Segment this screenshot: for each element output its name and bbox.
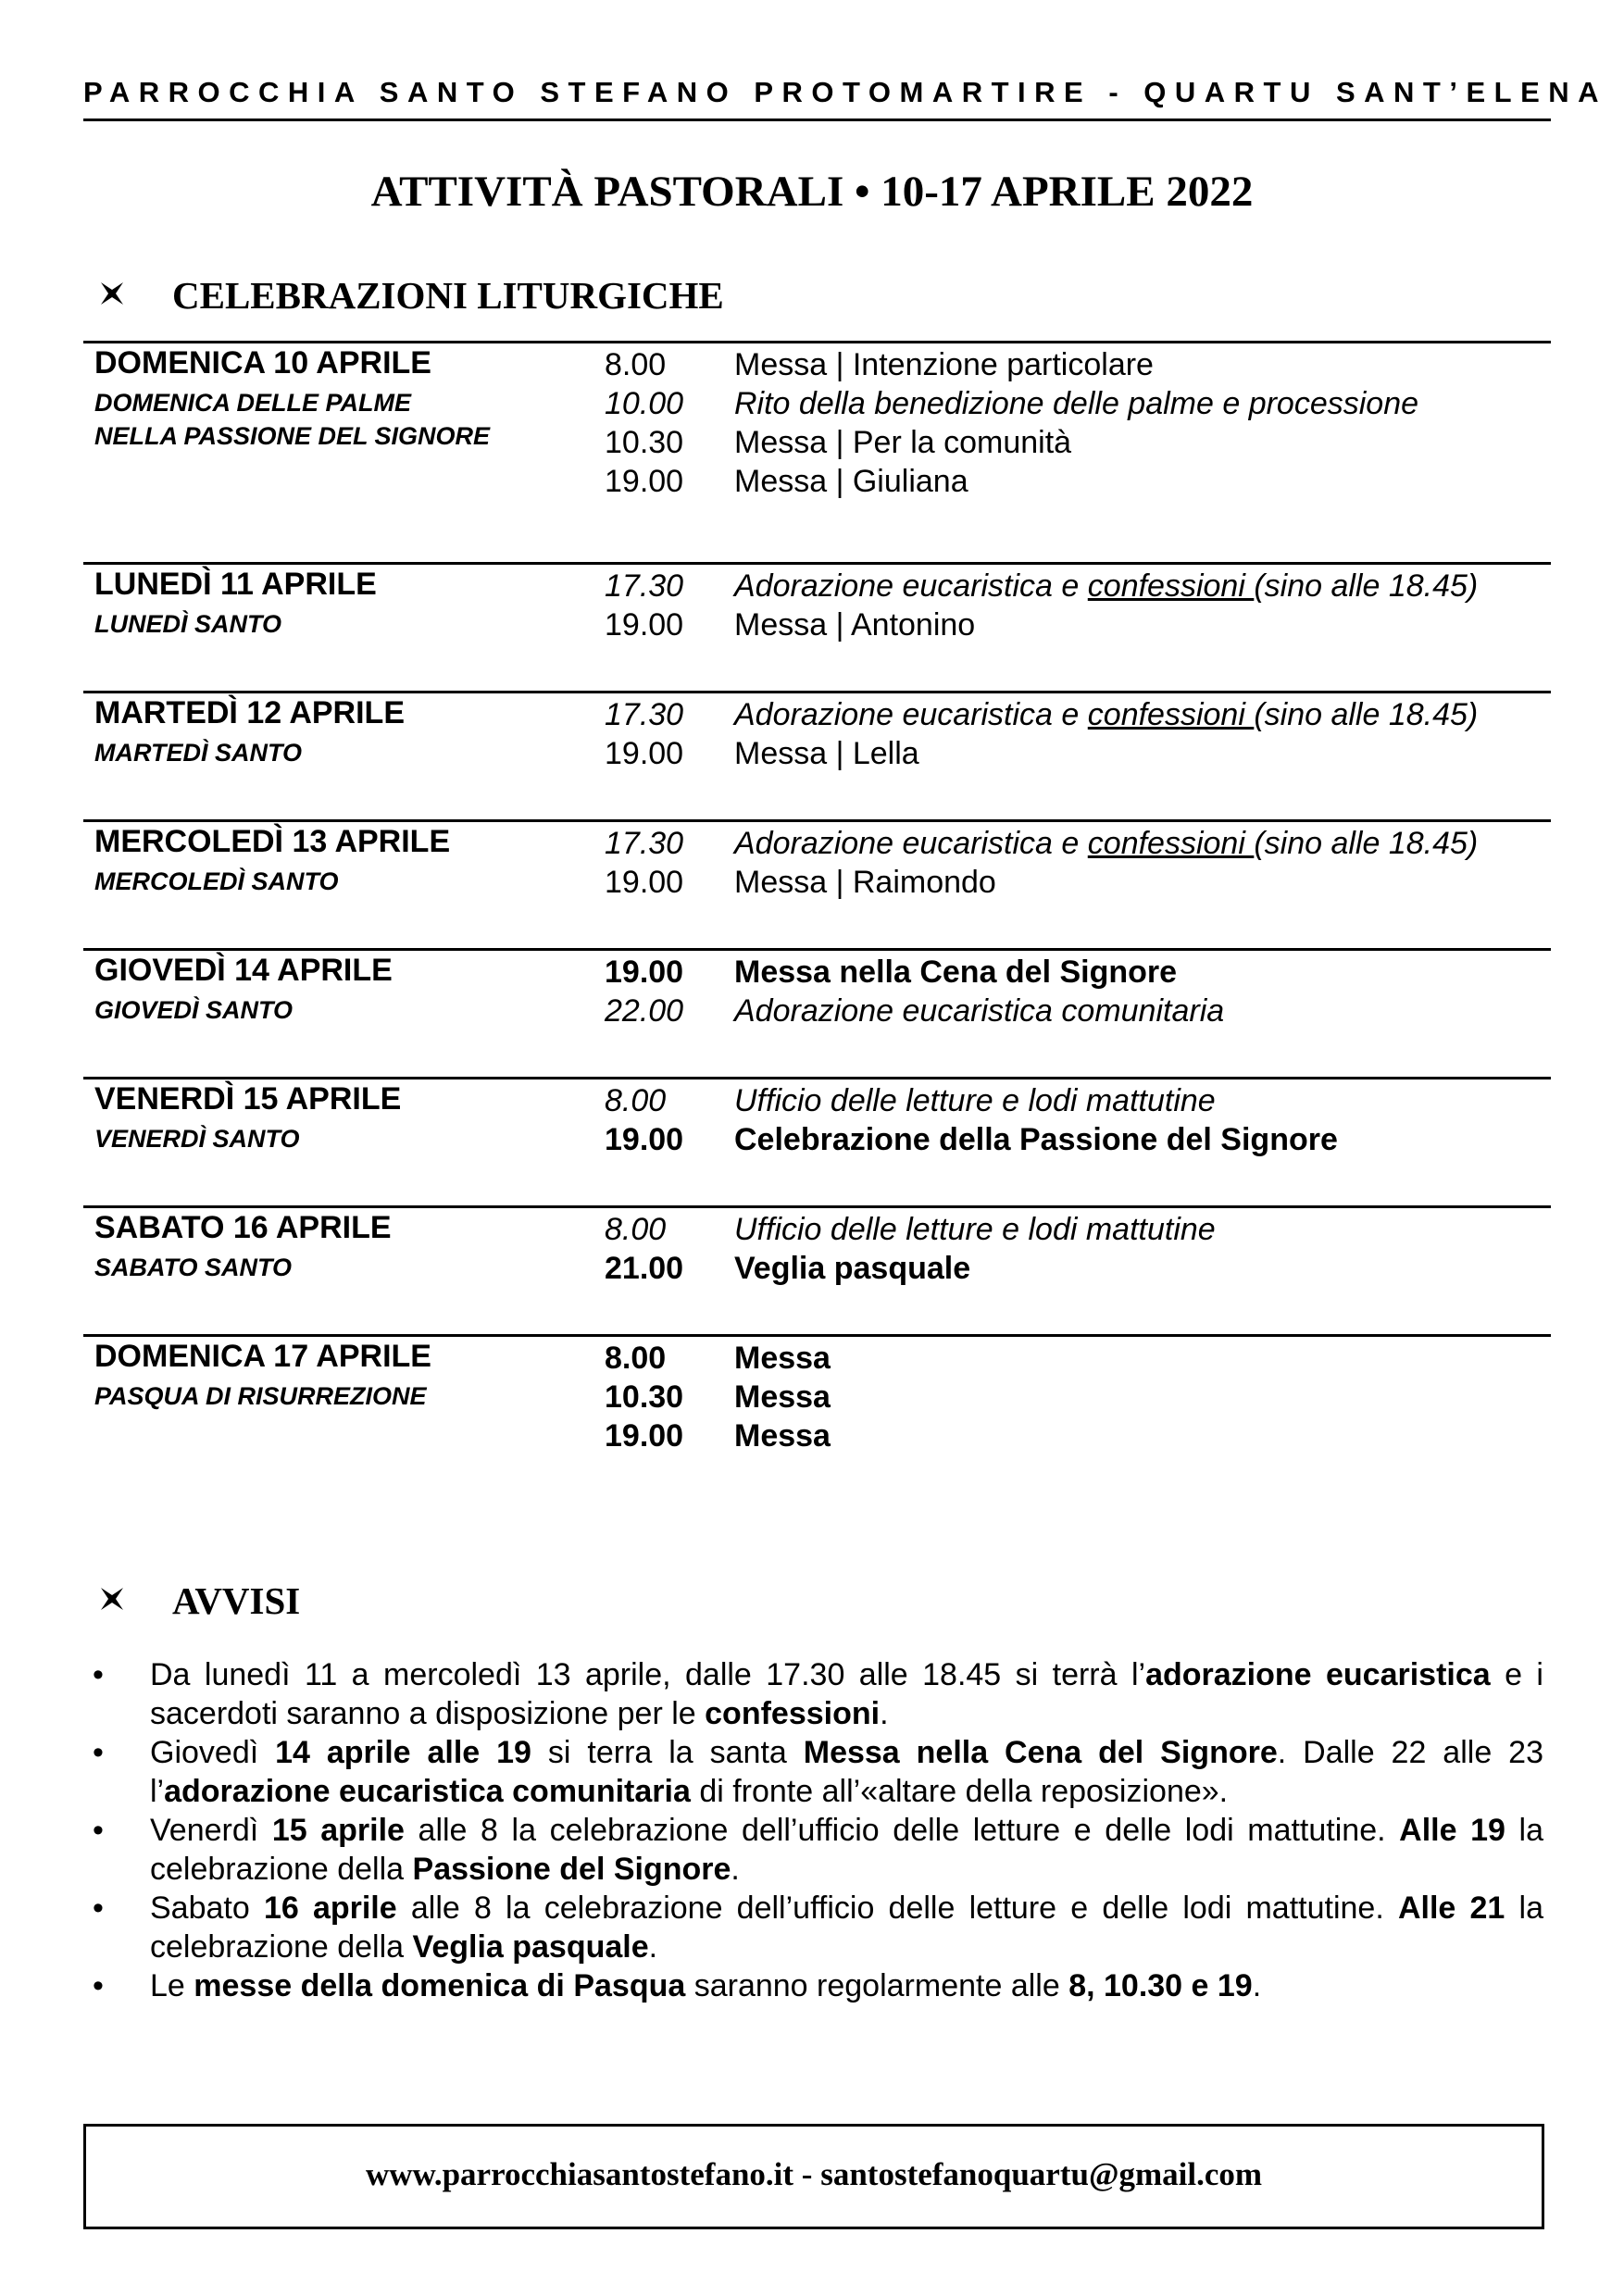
event-description-part: (sino alle 18.45) bbox=[1254, 697, 1479, 732]
event-description: Adorazione eucaristica comunitaria bbox=[734, 993, 1225, 1029]
notice-text: Giovedì bbox=[150, 1735, 276, 1770]
event-description: Messa | Per la comunità bbox=[734, 425, 1072, 460]
notice-emphasis: Messa nella Cena del Signore bbox=[803, 1735, 1278, 1770]
notice-text: Da lunedì 11 a mercoledì 13 aprile, dalle 17.30 alle 18.45 si terrà l’ bbox=[150, 1657, 1146, 1692]
notice-emphasis: confessioni bbox=[705, 1696, 881, 1731]
liturgical-day bbox=[94, 1122, 300, 1155]
notice-text: di fronte all’«altare della reposizione». bbox=[690, 1774, 1229, 1809]
section-heading-celebrazioni bbox=[100, 273, 724, 318]
notice-emphasis: Alle 21 bbox=[1397, 1890, 1505, 1926]
liturgical-day-line: NELLA PASSIONE DEL SIGNORE bbox=[94, 422, 491, 450]
day-name: VENERDÌ 15 APRILE bbox=[94, 1081, 402, 1117]
event-description bbox=[734, 695, 1478, 734]
notice-text: . bbox=[731, 1852, 740, 1887]
notice-text: e i sacerdoti saranno a disposizione per le bbox=[150, 1657, 1543, 1731]
notice-text: . bbox=[1252, 1968, 1262, 2003]
notice-item bbox=[93, 1966, 1543, 2005]
event-description-part: Adorazione eucaristica e bbox=[734, 568, 1088, 604]
event-description: Veglia pasquale bbox=[734, 1251, 971, 1286]
event-time: 17.30 bbox=[605, 568, 684, 604]
day-name: MERCOLEDÌ 13 APRILE bbox=[94, 824, 451, 859]
event-time: 17.30 bbox=[605, 697, 684, 732]
notice-item bbox=[93, 1655, 1543, 1733]
notice-text: alle 8 la celebrazione dell’ufficio delle letture e delle lodi mattutine. bbox=[404, 1813, 1400, 1848]
notices-list bbox=[93, 1655, 1543, 2005]
event-time: 19.00 bbox=[605, 1122, 684, 1157]
day-name: GIOVEDÌ 14 APRILE bbox=[94, 953, 393, 988]
notice-emphasis: 14 aprile alle 19 bbox=[275, 1735, 531, 1770]
liturgical-day bbox=[94, 607, 281, 641]
day-block bbox=[83, 341, 1551, 562]
section-heading-avvisi bbox=[100, 1578, 300, 1623]
event-time: 10.30 bbox=[605, 425, 684, 460]
day-block bbox=[83, 1334, 1551, 1485]
day-name: DOMENICA 10 APRILE bbox=[94, 345, 431, 381]
notice-emphasis: 15 aprile bbox=[271, 1813, 405, 1848]
event-description: Messa | Raimondo bbox=[734, 865, 996, 900]
event-description: Ufficio delle letture e lodi mattutine bbox=[734, 1212, 1216, 1247]
event-time: 19.00 bbox=[605, 1418, 684, 1454]
event-time: 8.00 bbox=[605, 1341, 667, 1376]
page-title: ATTIVITÀ PASTORALI • 10-17 APRILE 2022 bbox=[370, 168, 1254, 216]
event-description-underlined: confessioni bbox=[1087, 568, 1255, 604]
liturgical-day bbox=[94, 865, 339, 898]
liturgical-day bbox=[94, 1251, 292, 1284]
event-time: 10.30 bbox=[605, 1379, 684, 1415]
day-block bbox=[83, 562, 1551, 691]
liturgical-day bbox=[94, 1379, 427, 1413]
event-description-underlined: confessioni bbox=[1087, 697, 1255, 732]
liturgical-day bbox=[94, 993, 293, 1027]
liturgical-day-line: DOMENICA DELLE PALME bbox=[94, 389, 411, 417]
notice-item bbox=[93, 1889, 1543, 1966]
section-label: AVVISI bbox=[172, 1579, 301, 1622]
notice-emphasis: adorazione eucaristica bbox=[1145, 1657, 1491, 1692]
footer-box bbox=[83, 2124, 1544, 2229]
event-description-underlined: confessioni bbox=[1087, 826, 1255, 861]
event-description: Messa bbox=[734, 1418, 831, 1454]
event-time: 8.00 bbox=[605, 1212, 667, 1247]
liturgical-day-line: MERCOLEDÌ SANTO bbox=[94, 867, 339, 895]
event-description: Celebrazione della Passione del Signore bbox=[734, 1122, 1338, 1157]
bullet-icon: • bbox=[93, 1968, 104, 2003]
notice-item bbox=[93, 1811, 1543, 1889]
notice-emphasis: 16 aprile bbox=[263, 1890, 397, 1926]
bullet-icon: • bbox=[93, 1735, 104, 1770]
notice-text: . bbox=[648, 1929, 658, 1965]
event-description: Rito della benedizione delle palme e processione bbox=[734, 386, 1419, 421]
event-time: 17.30 bbox=[605, 826, 684, 861]
day-block bbox=[83, 948, 1551, 1077]
star-icon bbox=[100, 281, 172, 313]
event-description: Messa nella Cena del Signore bbox=[734, 955, 1178, 990]
liturgical-day-line: SABATO SANTO bbox=[94, 1254, 293, 1281]
liturgical-day-line: GIOVEDÌ SANTO bbox=[94, 996, 294, 1024]
notice-text: la celebrazione della bbox=[150, 1813, 1543, 1887]
event-time: 19.00 bbox=[605, 607, 684, 643]
notice-text: la celebrazione della bbox=[150, 1890, 1543, 1965]
event-time: 10.00 bbox=[605, 386, 684, 421]
event-description: Messa | Intenzione particolare bbox=[734, 347, 1154, 382]
event-description: Messa | Lella bbox=[734, 736, 919, 771]
schedule-table bbox=[83, 341, 1551, 1485]
notice-emphasis: messe della domenica di Pasqua bbox=[194, 1968, 686, 2003]
notice-emphasis: 8, 10.30 e 19 bbox=[1068, 1968, 1253, 2003]
notice-text: alle 8 la celebrazione dell’ufficio delle letture e delle lodi mattutine. bbox=[396, 1890, 1398, 1926]
day-block bbox=[83, 1205, 1551, 1334]
event-time: 19.00 bbox=[605, 865, 684, 900]
liturgical-day bbox=[94, 736, 302, 769]
liturgical-day-line: VENERDÌ SANTO bbox=[94, 1125, 300, 1153]
event-time: 8.00 bbox=[605, 1083, 667, 1118]
event-description: Messa bbox=[734, 1341, 831, 1376]
event-description-part: (sino alle 18.45) bbox=[1254, 568, 1479, 604]
parish-header: PARROCCHIA SANTO STEFANO PROTOMARTIRE - QUARTU SANT’ELENA bbox=[83, 76, 1608, 108]
notice-emphasis: Alle 19 bbox=[1399, 1813, 1505, 1848]
event-time: 21.00 bbox=[605, 1251, 684, 1286]
event-time: 22.00 bbox=[605, 993, 684, 1029]
notice-text: Sabato bbox=[150, 1890, 264, 1926]
footer-contact: www.parrocchiasantostefano.it - santostefanoquartu@gmail.com bbox=[365, 2156, 1263, 2192]
day-name: MARTEDÌ 12 APRILE bbox=[94, 695, 406, 730]
bullet-icon: • bbox=[93, 1657, 104, 1692]
notice-emphasis: Veglia pasquale bbox=[412, 1929, 649, 1965]
event-description-part: Adorazione eucaristica e bbox=[734, 697, 1088, 732]
event-time: 19.00 bbox=[605, 464, 684, 499]
event-time: 8.00 bbox=[605, 347, 667, 382]
event-time: 19.00 bbox=[605, 955, 684, 990]
day-block bbox=[83, 691, 1551, 819]
notice-text: si terra la santa bbox=[531, 1735, 804, 1770]
event-description bbox=[734, 824, 1478, 863]
bullet-icon: • bbox=[93, 1813, 104, 1848]
notice-text: Venerdì bbox=[150, 1813, 272, 1848]
event-description: Messa bbox=[734, 1379, 831, 1415]
liturgical-day bbox=[94, 386, 490, 453]
event-description-part: (sino alle 18.45) bbox=[1254, 826, 1479, 861]
event-description bbox=[734, 567, 1478, 605]
notice-text: . Dalle 22 alle 23 l’ bbox=[150, 1735, 1543, 1809]
day-block bbox=[83, 819, 1551, 948]
liturgical-day-line: LUNEDÌ SANTO bbox=[94, 610, 282, 638]
day-name: DOMENICA 17 APRILE bbox=[94, 1339, 431, 1374]
day-name: LUNEDÌ 11 APRILE bbox=[94, 567, 377, 602]
event-description-part: Adorazione eucaristica e bbox=[734, 826, 1088, 861]
section-label: CELEBRAZIONI LITURGICHE bbox=[172, 274, 724, 317]
notice-emphasis: adorazione eucaristica comunitaria bbox=[164, 1774, 691, 1809]
header-divider bbox=[83, 119, 1551, 121]
event-time: 19.00 bbox=[605, 736, 684, 771]
event-description: Ufficio delle letture e lodi mattutine bbox=[734, 1083, 1216, 1118]
event-description: Messa | Antonino bbox=[734, 607, 976, 643]
event-description: Messa | Giuliana bbox=[734, 464, 968, 499]
day-block bbox=[83, 1077, 1551, 1205]
notice-text: saranno regolarmente alle bbox=[685, 1968, 1069, 2003]
bullet-icon: • bbox=[93, 1890, 104, 1926]
day-name: SABATO 16 APRILE bbox=[94, 1210, 392, 1245]
notice-text: Le bbox=[150, 1968, 194, 2003]
liturgical-day-line: MARTEDÌ SANTO bbox=[94, 739, 303, 767]
notice-item bbox=[93, 1733, 1543, 1811]
liturgical-day-line: PASQUA DI RISURREZIONE bbox=[94, 1382, 427, 1410]
notice-text: . bbox=[880, 1696, 889, 1731]
notice-emphasis: Passione del Signore bbox=[412, 1852, 731, 1887]
star-icon bbox=[100, 1587, 172, 1618]
